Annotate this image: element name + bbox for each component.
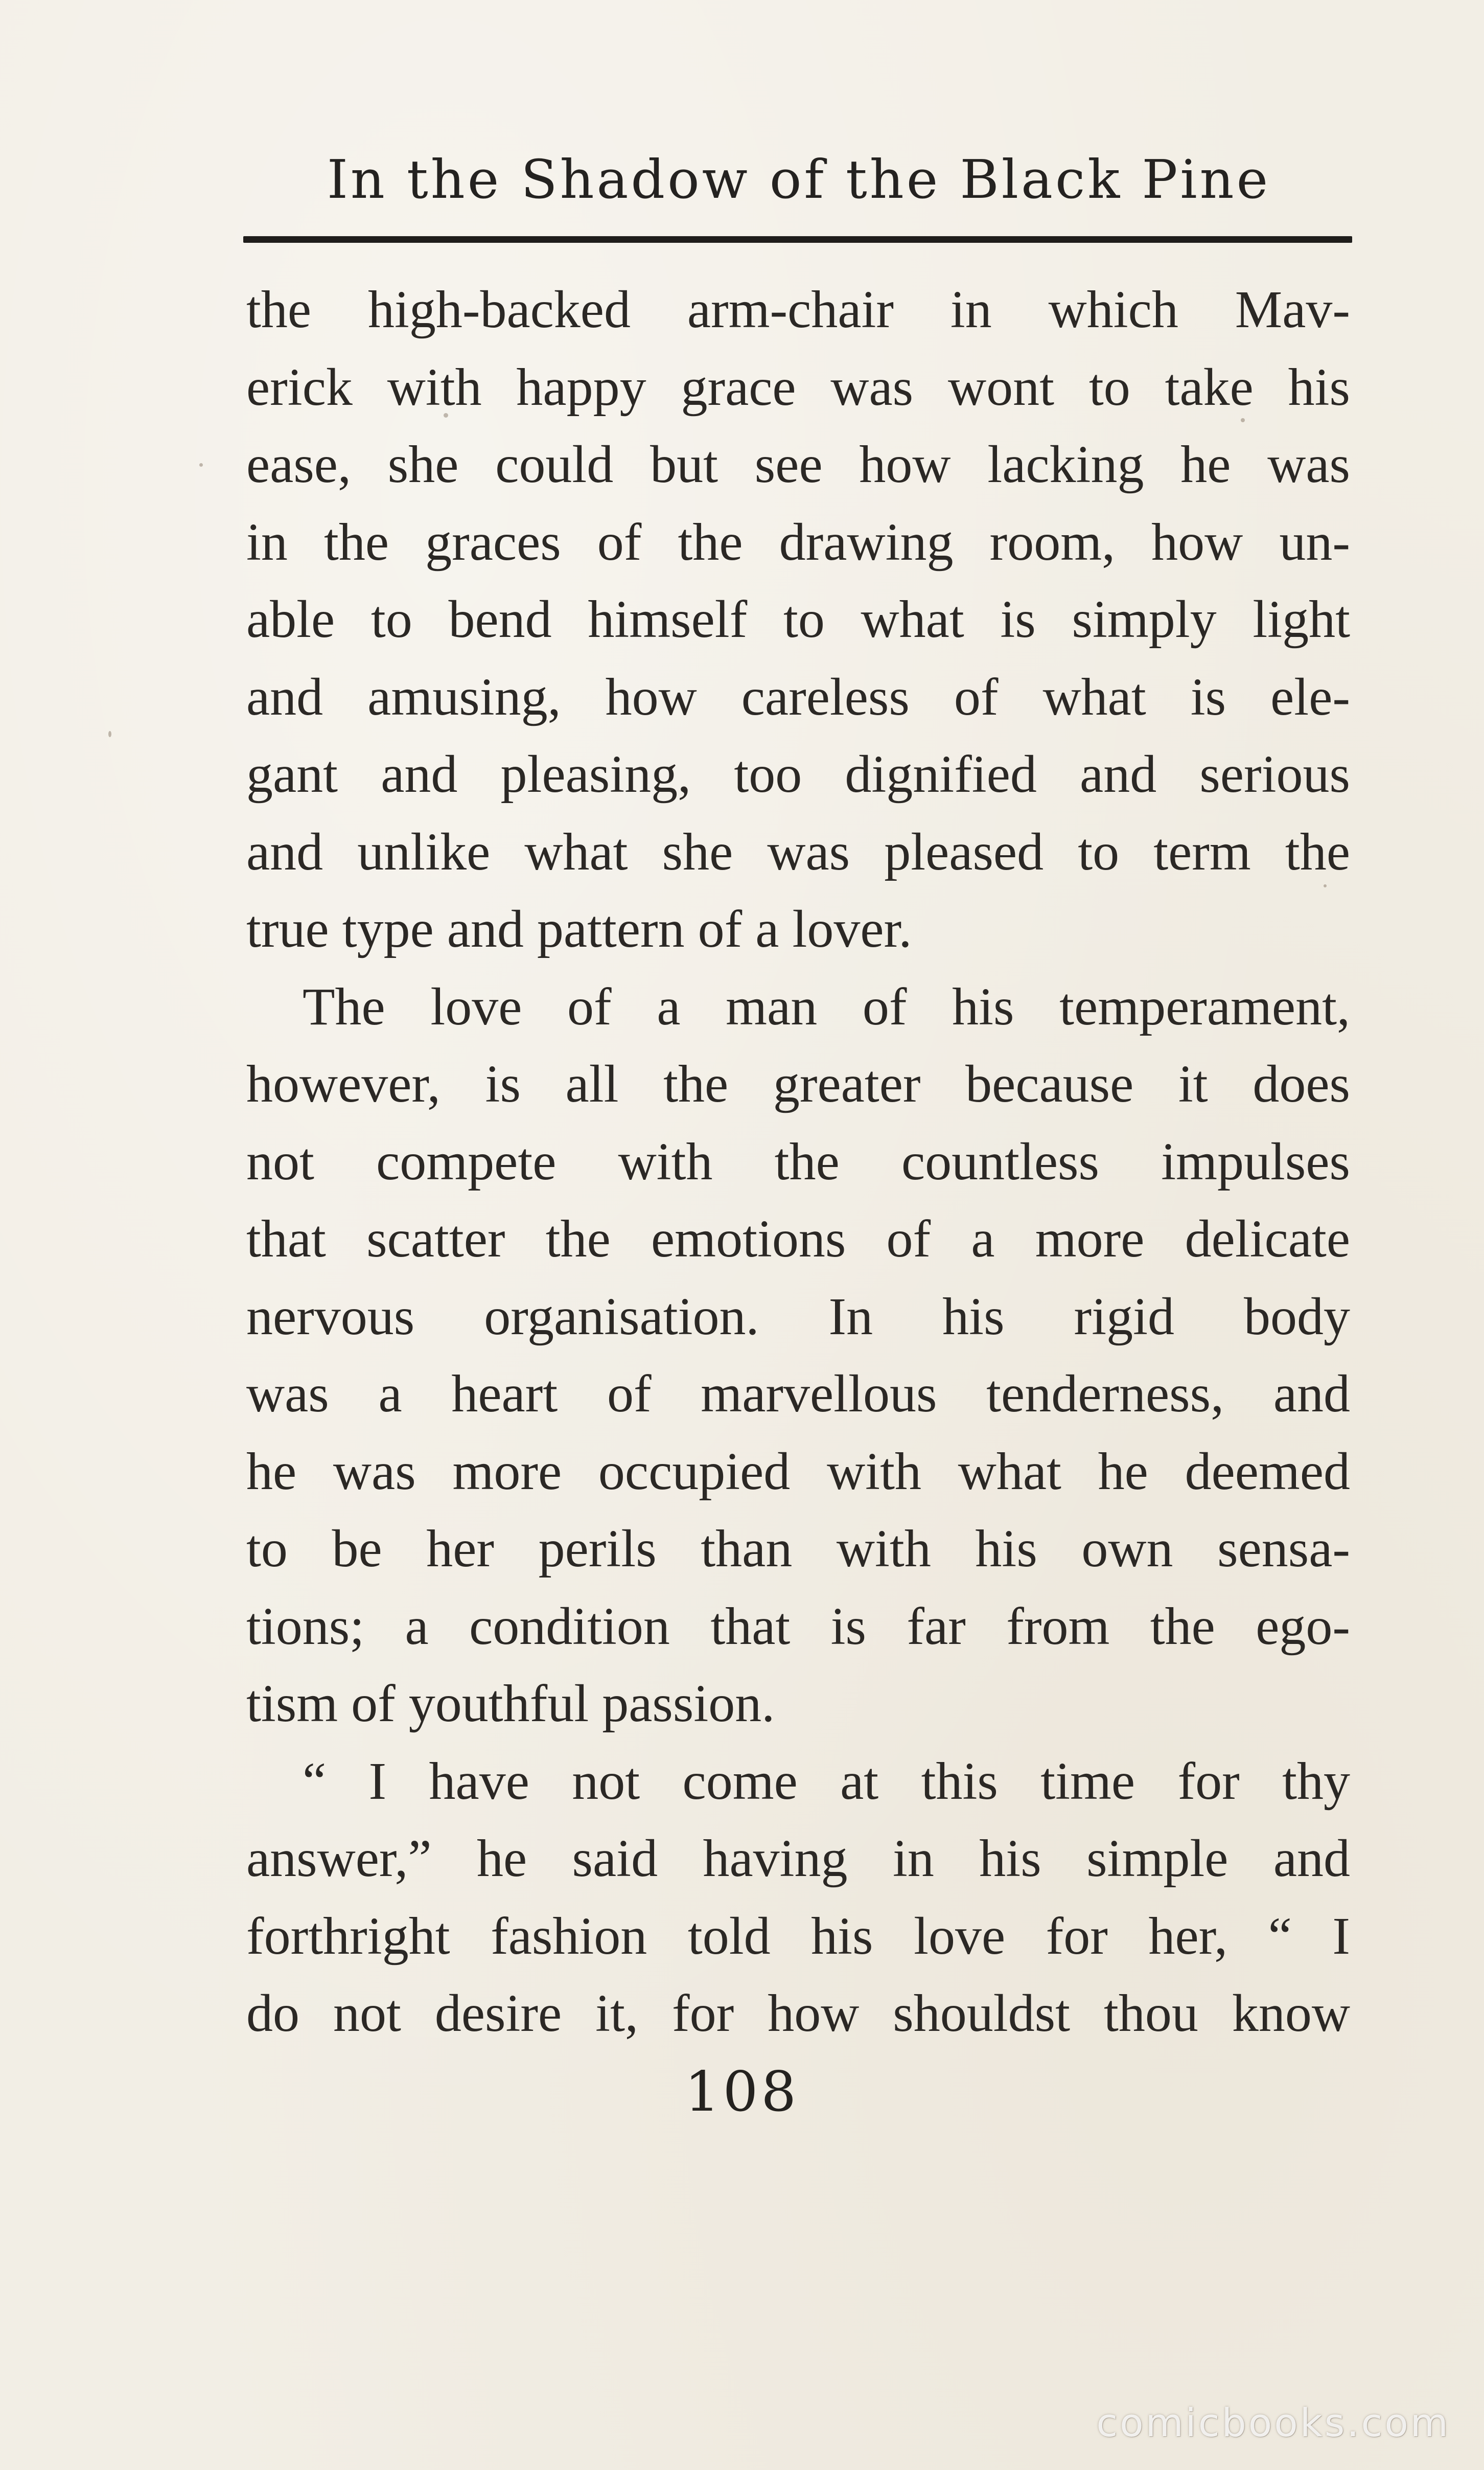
text-line: answer,” he said having in his simple and	[246, 1829, 1350, 1888]
watermark: comicbooks.com	[1096, 2400, 1450, 2445]
text-line: that scatter the emotions of a more delicate	[246, 1209, 1350, 1268]
text-line: however, is all the greater because it does	[246, 1055, 1350, 1113]
text-line: not compete with the countless impulses	[246, 1132, 1350, 1191]
text-line: in the graces of the drawing room, how un-	[246, 512, 1350, 571]
paper-speck	[1324, 884, 1327, 887]
running-head: In the Shadow of the Black Pine	[327, 148, 1271, 211]
text-line: forthright fashion told his love for her, “ I	[246, 1906, 1350, 1965]
text-line: tions; a condition that is far from the ego-	[246, 1596, 1350, 1656]
paper-speck	[199, 463, 203, 467]
paper-speck	[108, 731, 111, 737]
text-line: he was more occupied with what he deemed	[246, 1442, 1350, 1501]
text-line: do not desire it, for how shouldst thou know	[246, 1984, 1350, 2043]
text-line: and unlike what she was pleased to term the	[246, 822, 1350, 881]
text-line: tism of youthful passion.	[246, 1674, 775, 1733]
header-rule	[243, 236, 1352, 243]
text-line: able to bend himself to what is simply light	[246, 590, 1350, 649]
text-line: the high-backed arm-chair in which Mav-	[246, 280, 1350, 339]
paper-speck	[1241, 418, 1245, 422]
text-line: was a heart of marvellous tenderness, and	[246, 1364, 1350, 1423]
paper-speck	[444, 413, 448, 418]
text-line: gant and pleasing, too dignified and serious	[246, 745, 1350, 804]
text-line: ease, she could but see how lacking he was	[246, 435, 1350, 494]
paragraph-1	[246, 271, 1350, 968]
text-line: nervous organisation. In his rigid body	[246, 1287, 1350, 1346]
text-line: “ I have not come at this time for thy	[303, 1751, 1350, 1811]
text-line: erick with happy grace was wont to take his	[246, 357, 1350, 417]
page-number: 108	[684, 2060, 800, 2124]
text-line: and amusing, how careless of what is ele-	[246, 667, 1350, 726]
paragraph-2	[246, 968, 1350, 1743]
paragraph-3	[246, 1743, 1350, 2052]
text-line: true type and pattern of a lover.	[246, 900, 912, 958]
text-line: The love of a man of his temperament,	[303, 977, 1350, 1036]
body-text	[246, 271, 1350, 2052]
text-line: to be her perils than with his own sensa-	[246, 1519, 1350, 1578]
